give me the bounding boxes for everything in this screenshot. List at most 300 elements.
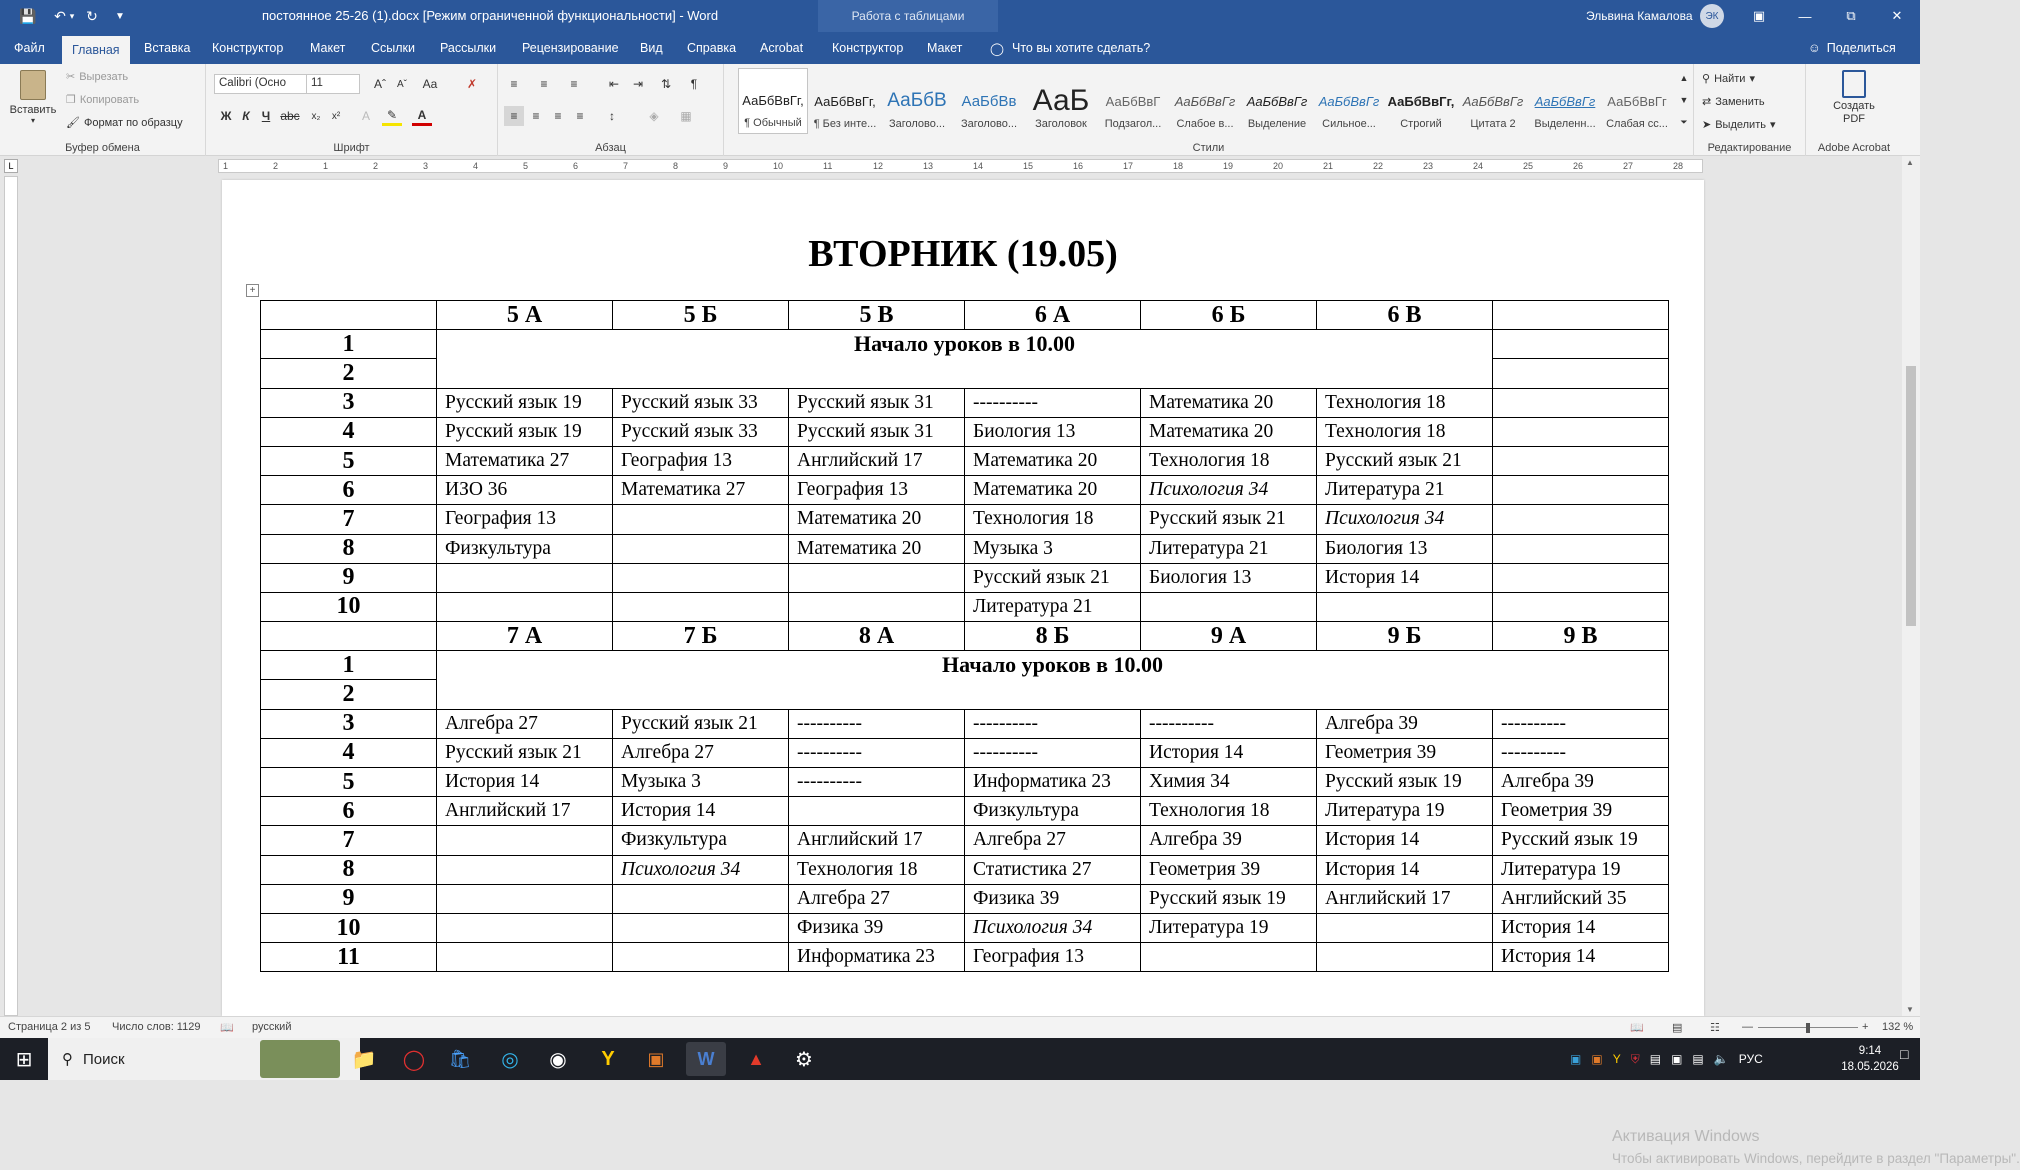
tray-yandex-icon[interactable]: Y bbox=[1612, 1052, 1621, 1066]
ruler-mark: 22 bbox=[1373, 161, 1384, 171]
table-cell[interactable]: Русский язык 19 bbox=[1493, 826, 1669, 855]
table-cell[interactable]: Физкультура bbox=[437, 534, 613, 563]
table-cell[interactable]: История 14 bbox=[1317, 855, 1493, 884]
tab-insert[interactable]: Вставка bbox=[144, 41, 191, 55]
word-count[interactable]: Число слов: 1129 bbox=[112, 1021, 201, 1033]
italic-button[interactable]: К bbox=[242, 109, 250, 123]
language[interactable]: русский bbox=[252, 1021, 292, 1033]
tab-acrobat[interactable]: Acrobat bbox=[760, 41, 804, 55]
format-painter-button[interactable] bbox=[66, 116, 183, 129]
vertical-ruler[interactable] bbox=[4, 176, 18, 1016]
lesson-number-cell[interactable]: 1 bbox=[261, 651, 437, 680]
table-cell[interactable]: Физкультура bbox=[965, 797, 1141, 826]
style-strong[interactable] bbox=[1386, 68, 1456, 134]
grow-font-icon[interactable]: Aˆ bbox=[374, 77, 386, 91]
table-cell[interactable] bbox=[1493, 417, 1669, 446]
style-subtitle[interactable] bbox=[1098, 68, 1168, 134]
table-cell[interactable] bbox=[1493, 359, 1669, 388]
table-cell[interactable]: Русский язык 19 bbox=[437, 417, 613, 446]
table-cell[interactable] bbox=[437, 855, 613, 884]
lessons-start-cell[interactable]: Начало уроков в 10.00 bbox=[437, 330, 1493, 388]
tab-review[interactable]: Рецензирование bbox=[522, 41, 619, 55]
table-cell[interactable]: Русский язык 21 bbox=[613, 709, 789, 738]
lesson-number-cell[interactable]: 9 bbox=[261, 884, 437, 913]
table-cell[interactable]: Геометрия 39 bbox=[1141, 855, 1317, 884]
class-header-cell[interactable] bbox=[1493, 301, 1669, 330]
scrollbar-thumb[interactable] bbox=[1906, 366, 1916, 626]
table-cell[interactable] bbox=[1317, 592, 1493, 621]
table-cell[interactable]: Математика 27 bbox=[437, 446, 613, 475]
tray-app-icon[interactable]: ▣ bbox=[1591, 1052, 1603, 1066]
table-cell[interactable]: Математика 20 bbox=[789, 505, 965, 534]
align-center-icon[interactable]: ≡ bbox=[532, 109, 540, 123]
schedule-table[interactable] bbox=[260, 300, 1669, 972]
table-cell[interactable]: История 14 bbox=[1493, 943, 1669, 972]
lesson-number-cell[interactable]: 2 bbox=[261, 359, 437, 388]
style-intense-emphasis[interactable] bbox=[1314, 68, 1384, 134]
style-preview: АаБ bbox=[1032, 84, 1090, 117]
shrink-font-icon[interactable]: Aˇ bbox=[397, 78, 407, 90]
proofing-icon[interactable]: 📖 bbox=[220, 1022, 234, 1034]
table-cell[interactable]: Алгебра 27 bbox=[613, 738, 789, 767]
class-header-cell[interactable]: 7 Б bbox=[613, 622, 789, 651]
ruler-mark: 17 bbox=[1123, 161, 1134, 171]
class-header-cell[interactable]: 6 В bbox=[1317, 301, 1493, 330]
table-cell[interactable]: Математика 27 bbox=[613, 476, 789, 505]
style-name: Заголовок bbox=[1035, 118, 1087, 130]
network-icon[interactable]: ▤ bbox=[1692, 1052, 1704, 1066]
tab-selector[interactable]: L bbox=[4, 159, 18, 173]
table-cell[interactable]: Литература 19 bbox=[1141, 913, 1317, 942]
multilevel-list-icon[interactable]: ≡ bbox=[570, 77, 578, 91]
class-header-cell[interactable]: 9 Б bbox=[1317, 622, 1493, 651]
table-corner-cell[interactable] bbox=[261, 301, 437, 330]
lesson-number-cell[interactable]: 7 bbox=[261, 826, 437, 855]
class-header-cell[interactable]: 7 А bbox=[437, 622, 613, 651]
table-cell[interactable]: Алгебра 27 bbox=[789, 884, 965, 913]
scroll-up-icon[interactable]: ▲ bbox=[1906, 158, 1914, 167]
yandex-icon[interactable]: Y bbox=[601, 1047, 615, 1070]
table-cell[interactable]: Литература 21 bbox=[965, 592, 1141, 621]
style-preview: АаБбВвГг bbox=[1318, 93, 1380, 109]
input-language[interactable]: РУС bbox=[1738, 1052, 1763, 1066]
lesson-number-cell[interactable]: 9 bbox=[261, 563, 437, 592]
table-cell[interactable]: Технология 18 bbox=[1317, 417, 1493, 446]
windows-start-icon[interactable]: ⊞ bbox=[15, 1048, 33, 1071]
sort-icon[interactable]: ⇅ bbox=[660, 77, 672, 91]
bold-button[interactable]: Ж bbox=[220, 109, 232, 123]
table-cell[interactable]: ---------- bbox=[965, 388, 1141, 417]
table-cell[interactable]: Русский язык 19 bbox=[1317, 768, 1493, 797]
horizontal-ruler[interactable] bbox=[218, 159, 1703, 173]
lesson-number-cell[interactable]: 6 bbox=[261, 476, 437, 505]
table-cell[interactable] bbox=[789, 592, 965, 621]
tell-me-search[interactable] bbox=[990, 32, 1150, 64]
volume-icon[interactable]: 🔈 bbox=[1713, 1052, 1729, 1066]
clipboard-group-label: Буфер обмена bbox=[65, 142, 140, 154]
style-intense-quote[interactable] bbox=[1530, 68, 1600, 134]
ribbon bbox=[0, 64, 1920, 156]
table-cell[interactable]: География 13 bbox=[437, 505, 613, 534]
text-effects-icon[interactable]: A bbox=[361, 109, 370, 123]
minimize-icon[interactable]: — bbox=[1798, 8, 1812, 24]
zoom-slider-thumb[interactable] bbox=[1806, 1023, 1810, 1033]
table-cell[interactable]: Биология 13 bbox=[1317, 534, 1493, 563]
style-emphasis[interactable] bbox=[1242, 68, 1312, 134]
borders-icon[interactable]: ▦ bbox=[680, 109, 692, 123]
table-cell[interactable] bbox=[1317, 943, 1493, 972]
table-cell[interactable]: Английский 17 bbox=[789, 826, 965, 855]
ruler-mark: 2 bbox=[373, 161, 379, 171]
strikethrough-icon[interactable]: abc bbox=[280, 109, 300, 123]
table-cell[interactable] bbox=[437, 826, 613, 855]
share-label: Поделиться bbox=[1826, 41, 1896, 55]
bullets-icon[interactable]: ≡ bbox=[510, 77, 518, 91]
table-cell[interactable]: Английский 17 bbox=[1317, 884, 1493, 913]
lessons-start-cell[interactable]: Начало уроков в 10.00 bbox=[437, 651, 1669, 709]
table-cell[interactable]: Английский 17 bbox=[437, 797, 613, 826]
edge-icon[interactable]: ◎ bbox=[501, 1048, 519, 1071]
lesson-number-cell[interactable]: 11 bbox=[261, 943, 437, 972]
table-cell[interactable]: Биология 13 bbox=[1141, 563, 1317, 592]
table-cell[interactable]: Физкультура bbox=[613, 826, 789, 855]
table-cell[interactable]: Алгебра 39 bbox=[1141, 826, 1317, 855]
class-header-cell[interactable]: 8 А bbox=[789, 622, 965, 651]
table-cell[interactable] bbox=[789, 563, 965, 592]
table-cell[interactable]: Алгебра 39 bbox=[1493, 768, 1669, 797]
class-header-cell[interactable]: 9 А bbox=[1141, 622, 1317, 651]
class-header-cell[interactable]: 6 А bbox=[965, 301, 1141, 330]
settings-icon[interactable]: ⚙ bbox=[795, 1048, 813, 1071]
table-cell[interactable]: Английский 17 bbox=[789, 446, 965, 475]
zoom-level[interactable]: 132 % bbox=[1882, 1021, 1914, 1033]
table-cell[interactable]: Химия 34 bbox=[1141, 768, 1317, 797]
styles-group bbox=[724, 64, 1694, 156]
table-cell[interactable]: Алгебра 27 bbox=[965, 826, 1141, 855]
table-cell[interactable]: ---------- bbox=[1141, 709, 1317, 738]
table-cell[interactable]: Литература 19 bbox=[1317, 797, 1493, 826]
select-button[interactable] bbox=[1702, 118, 1776, 131]
chrome-icon[interactable]: ◉ bbox=[549, 1048, 567, 1071]
subscript-icon[interactable]: x₂ bbox=[311, 110, 321, 122]
table-cell[interactable] bbox=[1493, 476, 1669, 505]
style-subtle-reference[interactable] bbox=[1602, 68, 1672, 134]
table-cell[interactable]: Русский язык 19 bbox=[1141, 884, 1317, 913]
table-cell[interactable]: Геометрия 39 bbox=[1317, 738, 1493, 767]
lesson-number-cell[interactable]: 10 bbox=[261, 913, 437, 942]
tab-design[interactable]: Конструктор bbox=[212, 41, 284, 55]
lesson-number-cell[interactable]: 8 bbox=[261, 534, 437, 563]
style-no-spacing[interactable] bbox=[810, 68, 880, 134]
table-cell[interactable] bbox=[1493, 446, 1669, 475]
underline-button[interactable]: Ч bbox=[261, 109, 271, 123]
class-header-cell[interactable]: 6 Б bbox=[1141, 301, 1317, 330]
styles-scroll-down-icon[interactable]: ▼ bbox=[1679, 95, 1689, 105]
replace-button[interactable] bbox=[1702, 95, 1765, 108]
table-cell[interactable]: Математика 20 bbox=[1141, 417, 1317, 446]
acrobat-icon[interactable]: ▲ bbox=[747, 1048, 765, 1069]
lesson-number-cell[interactable]: 7 bbox=[261, 505, 437, 534]
increase-indent-icon[interactable]: ⇥ bbox=[632, 77, 644, 91]
vertical-scrollbar[interactable] bbox=[1902, 156, 1920, 1016]
tab-table-layout[interactable]: Макет bbox=[927, 41, 963, 55]
table-cell[interactable]: ---------- bbox=[1493, 709, 1669, 738]
table-cell[interactable]: Технология 18 bbox=[965, 505, 1141, 534]
table-cell[interactable] bbox=[613, 592, 789, 621]
undo-dropdown-icon[interactable]: ▾ bbox=[69, 10, 75, 21]
avatar[interactable]: ЭК bbox=[1700, 4, 1724, 28]
close-icon[interactable]: ✕ bbox=[1891, 8, 1903, 23]
lesson-number-cell[interactable]: 5 bbox=[261, 768, 437, 797]
align-left-icon[interactable]: ≡ bbox=[504, 106, 524, 126]
table-cell[interactable]: Русский язык 31 bbox=[789, 417, 965, 446]
shading-icon[interactable]: ◈ bbox=[649, 109, 659, 123]
notifications-icon[interactable]: □ bbox=[1900, 1046, 1909, 1062]
tray-app-icon[interactable]: ▤ bbox=[1649, 1052, 1662, 1066]
table-cell[interactable]: История 14 bbox=[613, 797, 789, 826]
table-cell[interactable]: ---------- bbox=[789, 768, 965, 797]
table-cell[interactable]: Русский язык 21 bbox=[965, 563, 1141, 592]
ruler-mark: 3 bbox=[423, 161, 429, 171]
table-cell[interactable] bbox=[1493, 534, 1669, 563]
table-cell[interactable]: Психология 34 bbox=[965, 913, 1141, 942]
table-cell[interactable]: Русский язык 33 bbox=[613, 388, 789, 417]
table-cell[interactable]: Физика 39 bbox=[965, 884, 1141, 913]
style-heading-1[interactable] bbox=[882, 68, 952, 134]
create-pdf-label: Создать PDF bbox=[1833, 100, 1875, 125]
table-cell[interactable]: Физика 39 bbox=[789, 913, 965, 942]
table-cell[interactable]: История 14 bbox=[1141, 738, 1317, 767]
tab-file[interactable]: Файл bbox=[14, 41, 45, 55]
table-cell[interactable]: Алгебра 27 bbox=[437, 709, 613, 738]
activation-watermark bbox=[1612, 1126, 2020, 1170]
copy-button[interactable] bbox=[66, 93, 139, 106]
table-cell[interactable]: ---------- bbox=[965, 738, 1141, 767]
ribbon-tabs bbox=[0, 32, 1920, 64]
undo-icon[interactable]: ↶ bbox=[54, 7, 66, 24]
table-cell[interactable]: Русский язык 21 bbox=[1141, 505, 1317, 534]
share-button[interactable] bbox=[1808, 32, 1896, 64]
web-layout-icon[interactable]: ☷ bbox=[1710, 1022, 1720, 1034]
table-cell[interactable]: Литература 19 bbox=[1493, 855, 1669, 884]
styles-scroll-up-icon[interactable]: ▲ bbox=[1679, 73, 1689, 83]
style-subtle-emphasis[interactable] bbox=[1170, 68, 1240, 134]
table-cell[interactable]: Технология 18 bbox=[1317, 388, 1493, 417]
table-cell[interactable]: Музыка 3 bbox=[965, 534, 1141, 563]
lesson-number-cell[interactable]: 6 bbox=[261, 797, 437, 826]
tab-references[interactable]: Ссылки bbox=[371, 41, 416, 55]
table-cell[interactable] bbox=[1317, 913, 1493, 942]
lesson-number-cell[interactable]: 5 bbox=[261, 446, 437, 475]
table-cell[interactable] bbox=[613, 563, 789, 592]
style-quote-2[interactable] bbox=[1458, 68, 1528, 134]
zoom-in-icon[interactable]: + bbox=[1862, 1021, 1869, 1033]
clock[interactable] bbox=[1836, 1043, 1904, 1075]
style-name: Заголово... bbox=[888, 118, 946, 130]
table-cell[interactable] bbox=[1493, 505, 1669, 534]
table-cell[interactable] bbox=[1493, 592, 1669, 621]
table-row bbox=[261, 738, 1669, 767]
save-icon[interactable]: 💾 bbox=[19, 7, 37, 24]
table-cell[interactable]: Информатика 23 bbox=[789, 943, 965, 972]
justify-icon[interactable]: ≡ bbox=[576, 109, 584, 123]
paste-button[interactable] bbox=[8, 70, 58, 136]
tab-help[interactable]: Справка bbox=[687, 41, 737, 55]
lesson-number-cell[interactable]: 8 bbox=[261, 855, 437, 884]
font-name-combo[interactable]: Calibri (Осно bbox=[214, 74, 310, 94]
ribbon-display-options-icon[interactable]: ▣ bbox=[1752, 8, 1766, 23]
create-pdf-button[interactable] bbox=[1822, 70, 1886, 126]
class-header-cell[interactable]: 5 А bbox=[437, 301, 613, 330]
table-cell[interactable]: История 14 bbox=[1317, 563, 1493, 592]
table-cell[interactable]: География 13 bbox=[789, 476, 965, 505]
change-case-icon[interactable]: Aa bbox=[422, 77, 438, 91]
numbering-icon[interactable]: ≡ bbox=[540, 77, 548, 91]
lesson-number-cell[interactable]: 1 bbox=[261, 330, 437, 359]
table-cell[interactable] bbox=[789, 797, 965, 826]
tab-layout[interactable]: Макет bbox=[310, 41, 346, 55]
table-move-handle-icon[interactable]: + bbox=[246, 284, 259, 297]
tab-mailings[interactable]: Рассылки bbox=[440, 41, 497, 55]
tab-home[interactable]: Главная bbox=[62, 36, 130, 64]
table-cell[interactable] bbox=[437, 943, 613, 972]
customize-toolbar-icon[interactable]: ▼ bbox=[115, 10, 125, 22]
table-cell[interactable]: Биология 13 bbox=[965, 417, 1141, 446]
word-icon[interactable]: W bbox=[686, 1042, 726, 1076]
table-cell[interactable]: Психология 34 bbox=[613, 855, 789, 884]
winrar-icon[interactable]: ▣ bbox=[647, 1048, 665, 1069]
style-name: Выделение bbox=[1247, 118, 1307, 130]
table-cell[interactable]: ---------- bbox=[789, 738, 965, 767]
table-cell[interactable]: География 13 bbox=[965, 943, 1141, 972]
table-cell[interactable] bbox=[613, 534, 789, 563]
class-header-cell[interactable]: 5 В bbox=[789, 301, 965, 330]
table-cell[interactable]: ---------- bbox=[965, 709, 1141, 738]
pilcrow-icon[interactable]: ¶ bbox=[690, 77, 698, 91]
table-cell[interactable]: История 14 bbox=[1317, 826, 1493, 855]
cut-button[interactable] bbox=[66, 70, 128, 83]
print-layout-icon[interactable]: ▤ bbox=[1672, 1022, 1683, 1034]
style-heading-2[interactable] bbox=[954, 68, 1024, 134]
line-spacing-icon[interactable]: ↕ bbox=[609, 109, 615, 123]
table-cell[interactable] bbox=[613, 943, 789, 972]
file-explorer-icon[interactable]: 📁 bbox=[351, 1048, 377, 1071]
tab-table-design[interactable]: Конструктор bbox=[832, 41, 904, 55]
table-cell[interactable] bbox=[613, 884, 789, 913]
table-cell[interactable] bbox=[1493, 388, 1669, 417]
decrease-indent-icon[interactable]: ⇤ bbox=[608, 77, 620, 91]
table-cell[interactable]: Математика 20 bbox=[789, 534, 965, 563]
page-count[interactable]: Страница 2 из 5 bbox=[8, 1021, 91, 1033]
highlight-icon[interactable]: ✎ bbox=[382, 106, 402, 126]
read-mode-icon[interactable]: 📖 bbox=[1630, 1022, 1644, 1034]
table-cell[interactable]: Музыка 3 bbox=[613, 768, 789, 797]
table-cell[interactable]: Русский язык 21 bbox=[1317, 446, 1493, 475]
superscript-icon[interactable]: x² bbox=[331, 110, 341, 122]
restore-icon[interactable]: ⧉ bbox=[1846, 8, 1856, 23]
opera-icon[interactable]: ◯ bbox=[402, 1048, 426, 1071]
search-highlight-image[interactable] bbox=[260, 1040, 340, 1078]
table-cell[interactable] bbox=[613, 505, 789, 534]
table-cell[interactable]: География 13 bbox=[613, 446, 789, 475]
lesson-number-cell[interactable]: 2 bbox=[261, 680, 437, 709]
table-cell[interactable]: Технология 18 bbox=[789, 855, 965, 884]
tray-shield-icon[interactable]: ⛨ bbox=[1630, 1051, 1640, 1066]
redo-icon[interactable]: ↻ bbox=[86, 7, 98, 24]
table-cell[interactable]: Технология 18 bbox=[1141, 797, 1317, 826]
table-cell[interactable]: Технология 18 bbox=[1141, 446, 1317, 475]
table-cell[interactable]: Информатика 23 bbox=[965, 768, 1141, 797]
table-cell[interactable] bbox=[437, 913, 613, 942]
lesson-number-cell[interactable]: 4 bbox=[261, 738, 437, 767]
table-cell[interactable] bbox=[1141, 943, 1317, 972]
style-title[interactable] bbox=[1026, 68, 1096, 134]
table-cell[interactable]: Алгебра 39 bbox=[1317, 709, 1493, 738]
table-cell[interactable] bbox=[437, 884, 613, 913]
table-cell[interactable]: Геометрия 39 bbox=[1493, 797, 1669, 826]
table-cell[interactable]: История 14 bbox=[1493, 913, 1669, 942]
table-cell[interactable]: Статистика 27 bbox=[965, 855, 1141, 884]
table-cell[interactable]: Литература 21 bbox=[1141, 534, 1317, 563]
store-icon[interactable]: 🛍 bbox=[448, 1048, 472, 1069]
table-cell[interactable]: Литература 21 bbox=[1317, 476, 1493, 505]
style-name: ¶ Без инте... bbox=[813, 118, 877, 130]
tab-view[interactable]: Вид bbox=[640, 41, 663, 55]
table-cell[interactable] bbox=[1493, 563, 1669, 592]
table-corner-cell[interactable] bbox=[261, 622, 437, 651]
clear-formatting-icon[interactable]: ✗ bbox=[466, 77, 478, 91]
table-cell[interactable] bbox=[437, 592, 613, 621]
table-cell[interactable]: ---------- bbox=[789, 709, 965, 738]
zoom-out-icon[interactable]: — bbox=[1742, 1021, 1753, 1033]
table-cell[interactable]: Русский язык 21 bbox=[437, 738, 613, 767]
scroll-down-icon[interactable]: ▼ bbox=[1906, 1005, 1914, 1014]
table-cell[interactable]: Русский язык 31 bbox=[789, 388, 965, 417]
lesson-number-cell[interactable]: 3 bbox=[261, 709, 437, 738]
table-cell[interactable]: Психология 34 bbox=[1141, 476, 1317, 505]
font-size-combo[interactable]: 11 bbox=[306, 74, 360, 94]
table-cell[interactable] bbox=[437, 563, 613, 592]
class-header-cell[interactable]: 8 Б bbox=[965, 622, 1141, 651]
user-name[interactable]: Эльвина Камалова bbox=[1586, 9, 1693, 23]
style-normal[interactable] bbox=[738, 68, 808, 134]
tray-app-icon[interactable]: ▣ bbox=[1570, 1052, 1582, 1066]
table-cell[interactable] bbox=[613, 913, 789, 942]
find-button[interactable] bbox=[1702, 72, 1755, 85]
tray-app-icon[interactable]: ▣ bbox=[1671, 1052, 1683, 1066]
table-cell[interactable]: Английский 35 bbox=[1493, 884, 1669, 913]
styles-more-icon[interactable]: ⏷ bbox=[1680, 116, 1688, 127]
class-header-cell[interactable]: 5 Б bbox=[613, 301, 789, 330]
table-cell[interactable]: Психология 34 bbox=[1317, 505, 1493, 534]
class-header-cell[interactable]: 9 В bbox=[1493, 622, 1669, 651]
table-cell[interactable]: ---------- bbox=[1493, 738, 1669, 767]
table-cell[interactable]: Математика 20 bbox=[1141, 388, 1317, 417]
table-cell[interactable]: Математика 20 bbox=[965, 476, 1141, 505]
table-cell[interactable]: ИЗО 36 bbox=[437, 476, 613, 505]
font-color-icon[interactable]: A bbox=[412, 106, 432, 126]
lesson-number-cell[interactable]: 10 bbox=[261, 592, 437, 621]
table-cell[interactable] bbox=[1141, 592, 1317, 621]
table-cell[interactable]: Русский язык 19 bbox=[437, 388, 613, 417]
align-right-icon[interactable]: ≡ bbox=[554, 109, 562, 123]
table-cell[interactable]: Русский язык 33 bbox=[613, 417, 789, 446]
table-cell[interactable] bbox=[1493, 330, 1669, 359]
table-cell[interactable]: История 14 bbox=[437, 768, 613, 797]
lesson-number-cell[interactable]: 4 bbox=[261, 417, 437, 446]
table-cell[interactable]: Математика 20 bbox=[965, 446, 1141, 475]
lesson-number-cell[interactable]: 3 bbox=[261, 388, 437, 417]
